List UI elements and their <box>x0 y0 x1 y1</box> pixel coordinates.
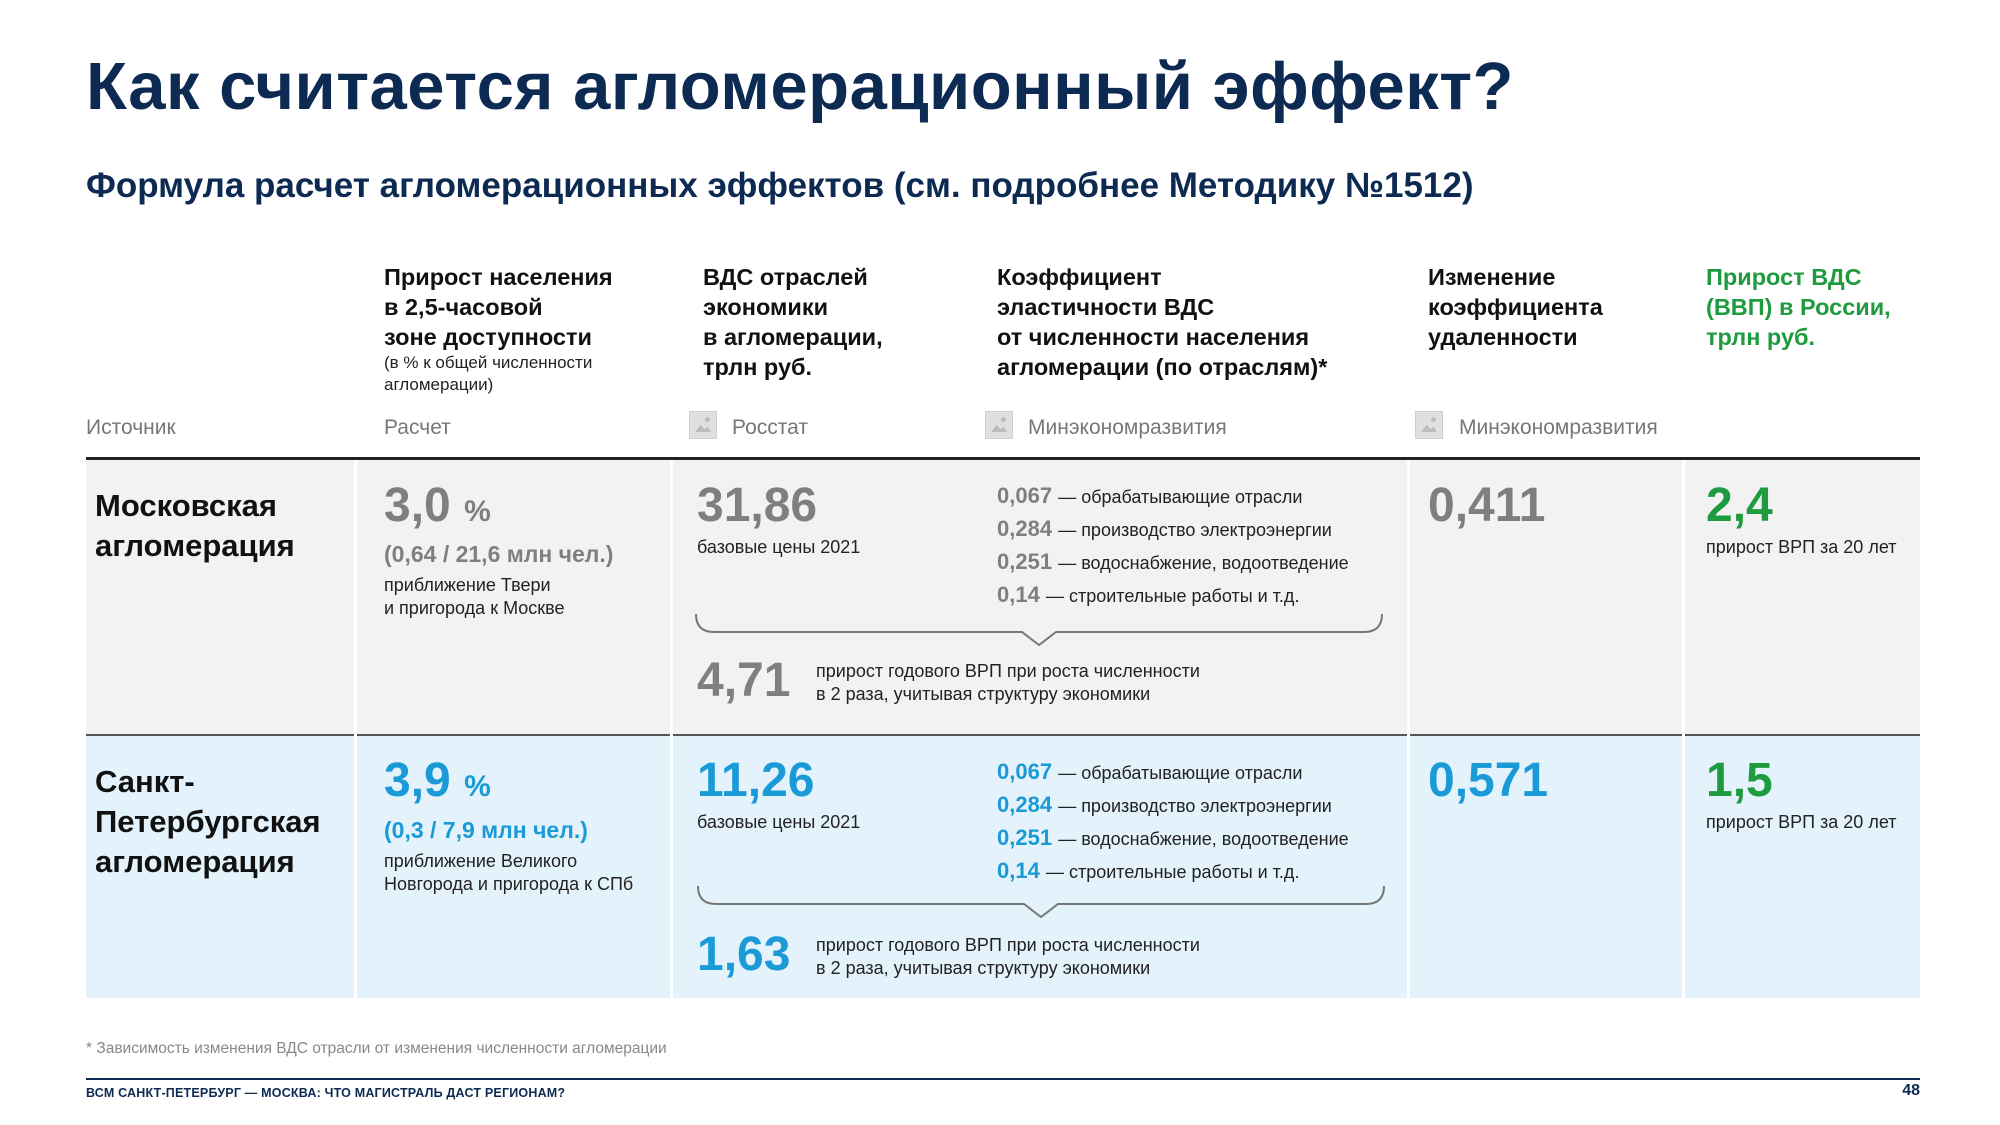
population-detail-moscow: (0,64 / 21,6 млн чел.) <box>384 541 614 567</box>
column-divider <box>1682 460 1685 998</box>
population-note-moscow: приближение Твери и пригорода к Москве <box>384 575 565 618</box>
row-divider <box>86 734 1920 736</box>
growth-note-spb: прирост годового ВРП при роста численности в 2 раза, учитывая структуру экономики <box>816 935 1200 978</box>
header-elasticity: Коэффициент эластичности ВДС от численности населения агломерации (по отраслям)* <box>997 264 1328 380</box>
column-divider <box>670 460 673 998</box>
gdp-growth-moscow: 2,4 <box>1706 479 1773 532</box>
population-note-spb: приближение Великого Новгорода и пригорода к СПб <box>384 851 634 894</box>
image-placeholder-icon <box>985 411 1013 439</box>
gva-moscow: 31,86 <box>697 479 818 532</box>
source-calc: Расчет <box>384 416 451 439</box>
header-gdp-growth: Прирост ВДС (ВВП) в России, трлн руб. <box>1706 264 1891 350</box>
header-gva: ВДС отраслей экономики в агломерации, трлн руб. <box>703 264 883 380</box>
gdp-growth-spb: 1,5 <box>1706 754 1773 807</box>
column-divider <box>1407 460 1410 998</box>
page-title: Как считается агломерационный эффект? <box>86 49 1514 124</box>
footer-title: ВСМ САНКТ-ПЕТЕРБУРГ — МОСКВА: ЧТО МАГИСТРАЛЬ ДАСТ РЕГИОНАМ? <box>86 1086 566 1100</box>
source-rosstat: Росстат <box>732 416 808 439</box>
coef-list-spb: 0,067 — обрабатывающие отрасли 0,284 — производство электроэнергии 0,251 — водоснабжение, водоотведение 0,14 — строительные работы и т.д. <box>997 759 1349 883</box>
growth-value-moscow: 4,71 <box>697 654 791 707</box>
growth-value-spb: 1,63 <box>697 928 791 981</box>
population-growth-moscow: 3,0 % <box>384 479 491 532</box>
gva-note-moscow: базовые цены 2021 <box>697 537 861 557</box>
footnote: * Зависимость изменения ВДС отрасли от изменения численности агломерации <box>86 1040 667 1057</box>
image-placeholder-icon <box>1415 411 1443 439</box>
gva-note-spb: базовые цены 2021 <box>697 812 861 832</box>
gdp-note-spb: прирост ВРП за 20 лет <box>1706 812 1897 832</box>
header-remoteness: Изменение коэффициента удаленности <box>1428 264 1603 350</box>
brace-moscow <box>694 612 1384 648</box>
region-moscow: Московская агломерация <box>95 488 295 563</box>
header-population: Прирост населения в 2,5-часовой зоне доступности (в % к общей численности агломерации) <box>384 264 613 394</box>
population-growth-spb: 3,9 % <box>384 754 491 807</box>
gva-spb: 11,26 <box>697 754 815 807</box>
source-minek-1: Минэкономразвития <box>1028 416 1227 439</box>
growth-note-moscow: прирост годового ВРП при роста численности в 2 раза, учитывая структуру экономики <box>816 661 1200 704</box>
remoteness-moscow: 0,411 <box>1428 479 1546 532</box>
brace-spb <box>696 884 1386 920</box>
page-number: 48 <box>1902 1082 1920 1099</box>
image-placeholder-icon <box>689 411 717 439</box>
footer-rule <box>86 1078 1920 1080</box>
source-minek-2: Минэкономразвития <box>1459 416 1658 439</box>
remoteness-spb: 0,571 <box>1428 754 1549 807</box>
region-spb: Санкт- Петербургская агломерация <box>95 764 321 879</box>
page-subtitle: Формула расчет агломерационных эффектов (см. подробнее Методику №1512) <box>86 166 1474 205</box>
source-label: Источник <box>86 416 176 439</box>
column-divider <box>354 460 357 998</box>
coef-list-moscow: 0,067 — обрабатывающие отрасли 0,284 — производство электроэнергии 0,251 — водоснабжение, водоотведение 0,14 — строительные работы и т.д. <box>997 483 1349 607</box>
population-detail-spb: (0,3 / 7,9 млн чел.) <box>384 817 588 843</box>
gdp-note-moscow: прирост ВРП за 20 лет <box>1706 537 1897 557</box>
